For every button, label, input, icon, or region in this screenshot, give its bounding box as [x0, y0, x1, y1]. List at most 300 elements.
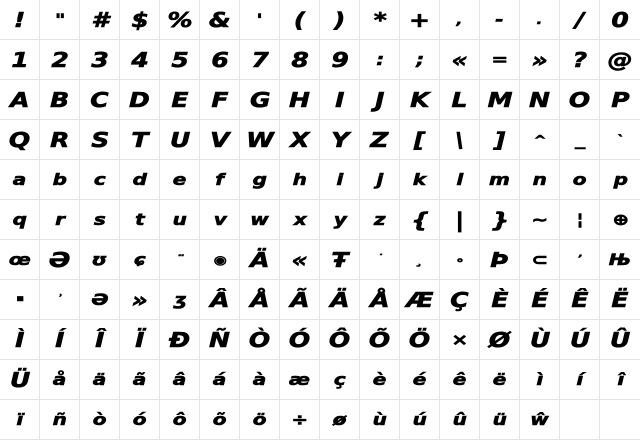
glyph-character: _: [574, 129, 585, 149]
glyph-character: (: [294, 7, 305, 32]
glyph-cell: [200, 160, 240, 200]
glyph-cell: [120, 200, 160, 240]
glyph-cell: [280, 120, 320, 160]
glyph-cell: [560, 360, 600, 400]
glyph-character: m: [489, 169, 510, 189]
glyph-character: e: [173, 169, 186, 189]
glyph-character: î: [616, 369, 624, 389]
glyph-cell: [480, 120, 520, 160]
glyph-cell: [440, 240, 480, 280]
glyph-character: Ó: [289, 327, 310, 352]
glyph-character: Ñ: [209, 327, 230, 352]
glyph-character: Ê: [571, 287, 588, 312]
glyph-cell: [560, 0, 600, 40]
glyph-cell: [520, 320, 560, 360]
glyph-cell: [520, 280, 560, 320]
glyph-cell: [40, 160, 80, 200]
glyph-cell: [200, 80, 240, 120]
glyph-character: Z: [370, 127, 389, 152]
glyph-cell: [120, 80, 160, 120]
glyph-cell: [480, 360, 520, 400]
glyph-cell: [240, 320, 280, 360]
glyph-character: Ø: [489, 327, 510, 352]
glyph-cell: [120, 400, 160, 440]
glyph-character: Њ: [609, 249, 631, 269]
glyph-cell: [80, 240, 120, 280]
glyph-character: ◉: [213, 252, 226, 267]
glyph-character: Ə: [49, 247, 70, 272]
glyph-cell: [600, 200, 640, 240]
glyph-cell: [400, 280, 440, 320]
glyph-character: Â: [210, 287, 229, 312]
glyph-cell: [560, 40, 600, 80]
glyph-cell: [440, 360, 480, 400]
glyph-character: r: [54, 209, 65, 229]
glyph-cell: [400, 200, 440, 240]
glyph-cell: [240, 0, 280, 40]
glyph-cell: [320, 0, 360, 40]
glyph-character: T: [131, 127, 148, 152]
glyph-cell: [520, 240, 560, 280]
glyph-cell: [280, 40, 320, 80]
glyph-cell: [360, 320, 400, 360]
glyph-character: 2: [51, 47, 68, 72]
glyph-character: b: [52, 169, 67, 189]
glyph-cell: [200, 400, 240, 440]
glyph-character: Í: [55, 327, 64, 352]
glyph-character: j: [376, 169, 383, 189]
glyph-cell: [320, 120, 360, 160]
glyph-cell: [560, 400, 600, 440]
glyph-cell: [200, 320, 240, 360]
glyph-cell: [440, 280, 480, 320]
glyph-character: B: [50, 87, 69, 112]
glyph-character: k: [413, 169, 426, 189]
glyph-cell: [400, 40, 440, 80]
glyph-cell: [120, 240, 160, 280]
glyph-character: W: [246, 127, 273, 152]
glyph-cell: [120, 40, 160, 80]
glyph-cell: [80, 400, 120, 440]
glyph-character: Ü: [9, 367, 30, 392]
glyph-cell: [360, 40, 400, 80]
glyph-cell: [400, 320, 440, 360]
glyph-cell: [0, 240, 40, 280]
glyph-character: í: [576, 369, 583, 389]
glyph-cell: [520, 200, 560, 240]
glyph-character: ì: [536, 369, 543, 389]
glyph-cell: [80, 320, 120, 360]
glyph-cell: [520, 80, 560, 120]
glyph-cell: [520, 400, 560, 440]
glyph-character: ù: [372, 409, 387, 429]
glyph-cell: [560, 160, 600, 200]
glyph-cell: [200, 240, 240, 280]
glyph-character: =: [491, 49, 508, 69]
glyph-character: å: [53, 369, 66, 389]
glyph-cell: [400, 80, 440, 120]
glyph-cell: [600, 320, 640, 360]
glyph-character: û: [452, 409, 467, 429]
glyph-character: »: [531, 47, 548, 72]
glyph-character: Ú: [569, 327, 590, 352]
glyph-character: ɕ: [133, 249, 146, 269]
glyph-character: Ç: [450, 287, 469, 312]
glyph-character: œ: [8, 249, 31, 269]
glyph-character: {: [410, 207, 429, 232]
glyph-character: i: [336, 169, 343, 189]
glyph-cell: [400, 400, 440, 440]
glyph-character: Q: [9, 127, 30, 152]
glyph-cell: [400, 160, 440, 200]
glyph-character: Ä: [250, 247, 269, 272]
glyph-cell: [200, 120, 240, 160]
glyph-cell: [120, 120, 160, 160]
glyph-cell: [0, 40, 40, 80]
glyph-cell: [0, 400, 40, 440]
glyph-cell: [40, 0, 80, 40]
glyph-cell: [160, 160, 200, 200]
glyph-character: D: [129, 87, 150, 112]
glyph-cell: [80, 280, 120, 320]
glyph-cell: [320, 360, 360, 400]
glyph-character: á: [213, 369, 226, 389]
glyph-character: ¨: [176, 252, 183, 267]
glyph-character: P: [611, 87, 629, 112]
glyph-cell: [240, 40, 280, 80]
glyph-cell: [480, 240, 520, 280]
glyph-cell: [0, 360, 40, 400]
glyph-cell: [160, 360, 200, 400]
glyph-character: ʒ: [173, 289, 186, 309]
glyph-character: ʾ: [57, 294, 62, 304]
glyph-cell: [0, 200, 40, 240]
glyph-cell: [600, 400, 640, 440]
glyph-character: f: [215, 169, 224, 189]
glyph-character: }: [490, 207, 509, 232]
glyph-character: ç: [333, 369, 346, 389]
glyph-character: Å: [370, 287, 389, 312]
glyph-character: v: [213, 209, 226, 229]
glyph-cell: [280, 80, 320, 120]
glyph-cell: [600, 40, 640, 80]
glyph-character: Ã: [290, 287, 309, 312]
glyph-character: ×: [451, 329, 468, 349]
glyph-character: z: [373, 209, 386, 229]
glyph-cell: [160, 40, 200, 80]
glyph-cell: [320, 240, 360, 280]
glyph-character: O: [569, 87, 590, 112]
glyph-cell: [80, 80, 120, 120]
glyph-cell: [0, 120, 40, 160]
glyph-character: æ: [289, 369, 310, 389]
glyph-character: L: [451, 87, 468, 112]
glyph-cell: [120, 320, 160, 360]
glyph-character: ú: [412, 409, 427, 429]
glyph-cell: [480, 280, 520, 320]
glyph-cell: [600, 360, 640, 400]
glyph-character: S: [90, 127, 109, 152]
glyph-cell: [560, 280, 600, 320]
glyph-cell: [200, 0, 240, 40]
glyph-cell: [80, 200, 120, 240]
glyph-cell: [120, 160, 160, 200]
glyph-character: à: [253, 369, 266, 389]
glyph-character: h: [292, 169, 307, 189]
glyph-cell: [400, 120, 440, 160]
glyph-cell: [240, 80, 280, 120]
glyph-cell: [520, 360, 560, 400]
glyph-character: *: [373, 7, 386, 32]
glyph-character: Æ: [406, 287, 433, 312]
glyph-cell: [320, 320, 360, 360]
glyph-cell: [480, 400, 520, 440]
glyph-cell: [520, 120, 560, 160]
glyph-character: Ð: [169, 327, 190, 352]
glyph-character: M: [487, 87, 512, 112]
glyph-character: g: [252, 169, 267, 189]
glyph-character: Ô: [329, 327, 350, 352]
glyph-cell: [480, 200, 520, 240]
glyph-character: X: [290, 127, 309, 152]
glyph-cell: [40, 240, 80, 280]
glyph-character: «: [291, 247, 308, 272]
glyph-cell: [240, 200, 280, 240]
glyph-cell: [440, 40, 480, 80]
glyph-cell: [120, 360, 160, 400]
glyph-cell: [120, 280, 160, 320]
glyph-character: &: [208, 7, 231, 32]
glyph-character: +: [409, 7, 430, 32]
glyph-cell: [280, 240, 320, 280]
glyph-cell: [280, 400, 320, 440]
glyph-character: U: [169, 127, 190, 152]
glyph-cell: [200, 280, 240, 320]
glyph-character: ∘: [455, 252, 464, 267]
glyph-character: .: [536, 12, 543, 27]
glyph-cell: [0, 80, 40, 120]
glyph-cell: [520, 160, 560, 200]
glyph-cell: [160, 200, 200, 240]
glyph-cell: [440, 0, 480, 40]
glyph-cell: [240, 160, 280, 200]
glyph-character: R: [50, 127, 69, 152]
glyph-character: ò: [92, 409, 107, 429]
glyph-cell: [160, 80, 200, 120]
glyph-cell: [280, 0, 320, 40]
glyph-character: Ò: [249, 327, 270, 352]
glyph-character: Þ: [490, 247, 509, 272]
glyph-cell: [240, 240, 280, 280]
glyph-cell: [40, 320, 80, 360]
glyph-character: K: [410, 87, 429, 112]
glyph-character: 8: [291, 47, 308, 72]
glyph-cell: [480, 0, 520, 40]
glyph-character: 0: [611, 7, 629, 32]
glyph-character: ö: [252, 409, 267, 429]
glyph-cell: [560, 240, 600, 280]
glyph-cell: [480, 160, 520, 200]
glyph-cell: [320, 400, 360, 440]
glyph-cell: [560, 120, 600, 160]
glyph-character: w: [250, 209, 269, 229]
glyph-character: Õ: [369, 327, 390, 352]
glyph-character: ï: [16, 409, 23, 429]
glyph-character: `: [616, 132, 624, 147]
glyph-cell: [360, 360, 400, 400]
glyph-character: 7: [251, 47, 268, 72]
glyph-character: ,: [456, 12, 463, 27]
glyph-character: Ŧ: [331, 247, 348, 272]
glyph-cell: [200, 360, 240, 400]
glyph-character: ^: [533, 132, 546, 147]
glyph-character: C: [90, 87, 109, 112]
glyph-character: !: [14, 7, 25, 32]
glyph-cell: [400, 360, 440, 400]
glyph-character: u: [172, 209, 187, 229]
glyph-character: ˙: [377, 254, 382, 264]
glyph-character: E: [171, 87, 188, 112]
glyph-cell: [200, 200, 240, 240]
glyph-cell: [360, 160, 400, 200]
glyph-cell: [0, 280, 40, 320]
glyph-cell: [440, 120, 480, 160]
glyph-cell: [40, 80, 80, 120]
glyph-character: Ï: [135, 327, 144, 352]
glyph-character: ø: [332, 409, 347, 429]
glyph-cell: [360, 80, 400, 120]
glyph-character: 5: [171, 47, 188, 72]
glyph-cell: [160, 400, 200, 440]
glyph-character: é: [413, 369, 426, 389]
glyph-character: q: [12, 209, 27, 229]
glyph-cell: [80, 40, 120, 80]
glyph-cell: [80, 360, 120, 400]
glyph-character: Ë: [611, 287, 629, 312]
glyph-cell: [360, 240, 400, 280]
glyph-character: ŵ: [530, 409, 549, 429]
glyph-character: È: [491, 287, 508, 312]
glyph-character: l: [456, 169, 463, 189]
glyph-character: |: [455, 207, 464, 232]
glyph-character: ¦: [576, 209, 583, 229]
glyph-character: 6: [211, 47, 228, 72]
glyph-character: Ö: [409, 327, 430, 352]
glyph-character: 9: [331, 47, 348, 72]
glyph-cell: [40, 40, 80, 80]
glyph-cell: [0, 0, 40, 40]
glyph-character: 4: [131, 47, 148, 72]
glyph-character: ô: [172, 409, 187, 429]
glyph-cell: [600, 120, 640, 160]
glyph-character: ä: [93, 369, 106, 389]
glyph-cell: [40, 120, 80, 160]
glyph-cell: [320, 160, 360, 200]
glyph-cell: [240, 280, 280, 320]
glyph-character: A: [10, 87, 29, 112]
glyph-character: ⊕: [611, 209, 629, 229]
glyph-character: Ə: [91, 289, 108, 309]
glyph-character: a: [13, 169, 26, 189]
glyph-character: V: [210, 127, 229, 152]
glyph-character: ": [54, 9, 65, 29]
glyph-cell: [360, 120, 400, 160]
glyph-character: ü: [492, 409, 507, 429]
glyph-character: ÷: [291, 409, 308, 429]
glyph-cell: [440, 400, 480, 440]
glyph-cell: [0, 160, 40, 200]
glyph-cell: [600, 0, 640, 40]
glyph-character: ]: [494, 127, 505, 152]
glyph-cell: [320, 80, 360, 120]
glyph-character: J: [375, 87, 384, 112]
glyph-cell: [80, 0, 120, 40]
glyph-cell: [40, 200, 80, 240]
glyph-character: y: [333, 209, 346, 229]
glyph-character: Ä: [330, 287, 349, 312]
glyph-character: 3: [91, 47, 108, 72]
glyph-character: H: [289, 87, 310, 112]
glyph-character: t: [135, 209, 144, 229]
glyph-character: è: [373, 369, 386, 389]
glyph-cell: [120, 0, 160, 40]
glyph-character: /: [575, 7, 584, 32]
glyph-character: 1: [11, 47, 28, 72]
glyph-cell: [520, 0, 560, 40]
glyph-character: Î: [95, 327, 104, 352]
glyph-character: o: [572, 169, 587, 189]
glyph-character: %: [167, 7, 192, 32]
glyph-cell: [280, 200, 320, 240]
glyph-character: ▪: [15, 294, 23, 304]
glyph-cell: [320, 280, 360, 320]
glyph-character: ñ: [52, 409, 67, 429]
glyph-cell: [80, 120, 120, 160]
glyph-character: N: [529, 87, 550, 112]
glyph-cell: [280, 160, 320, 200]
glyph-cell: [280, 280, 320, 320]
glyph-cell: [480, 320, 520, 360]
glyph-cell: [600, 240, 640, 280]
glyph-cell: [80, 160, 120, 200]
glyph-character: »: [131, 287, 148, 312]
glyph-character: [: [414, 127, 425, 152]
glyph-cell: [240, 400, 280, 440]
glyph-cell: [160, 0, 200, 40]
glyph-character: ʊ: [92, 249, 107, 269]
glyph-character: ;: [415, 49, 424, 69]
glyph-character: #: [91, 7, 108, 32]
glyph-cell: [560, 80, 600, 120]
glyph-cell: [280, 360, 320, 400]
glyph-cell: [40, 360, 80, 400]
glyph-cell: [360, 400, 400, 440]
glyph-cell: [320, 40, 360, 80]
glyph-character: Å: [250, 287, 269, 312]
glyph-cell: [440, 160, 480, 200]
glyph-cell: [440, 200, 480, 240]
glyph-cell: [400, 240, 440, 280]
glyph-character: p: [613, 169, 627, 189]
glyph-cell: [160, 320, 200, 360]
glyph-character: ~: [531, 209, 548, 229]
glyph-cell: [400, 0, 440, 40]
glyph-character: ⊂: [531, 249, 548, 269]
glyph-cell: [600, 160, 640, 200]
glyph-character: I: [335, 87, 344, 112]
glyph-character: F: [211, 87, 228, 112]
glyph-cell: [200, 40, 240, 80]
